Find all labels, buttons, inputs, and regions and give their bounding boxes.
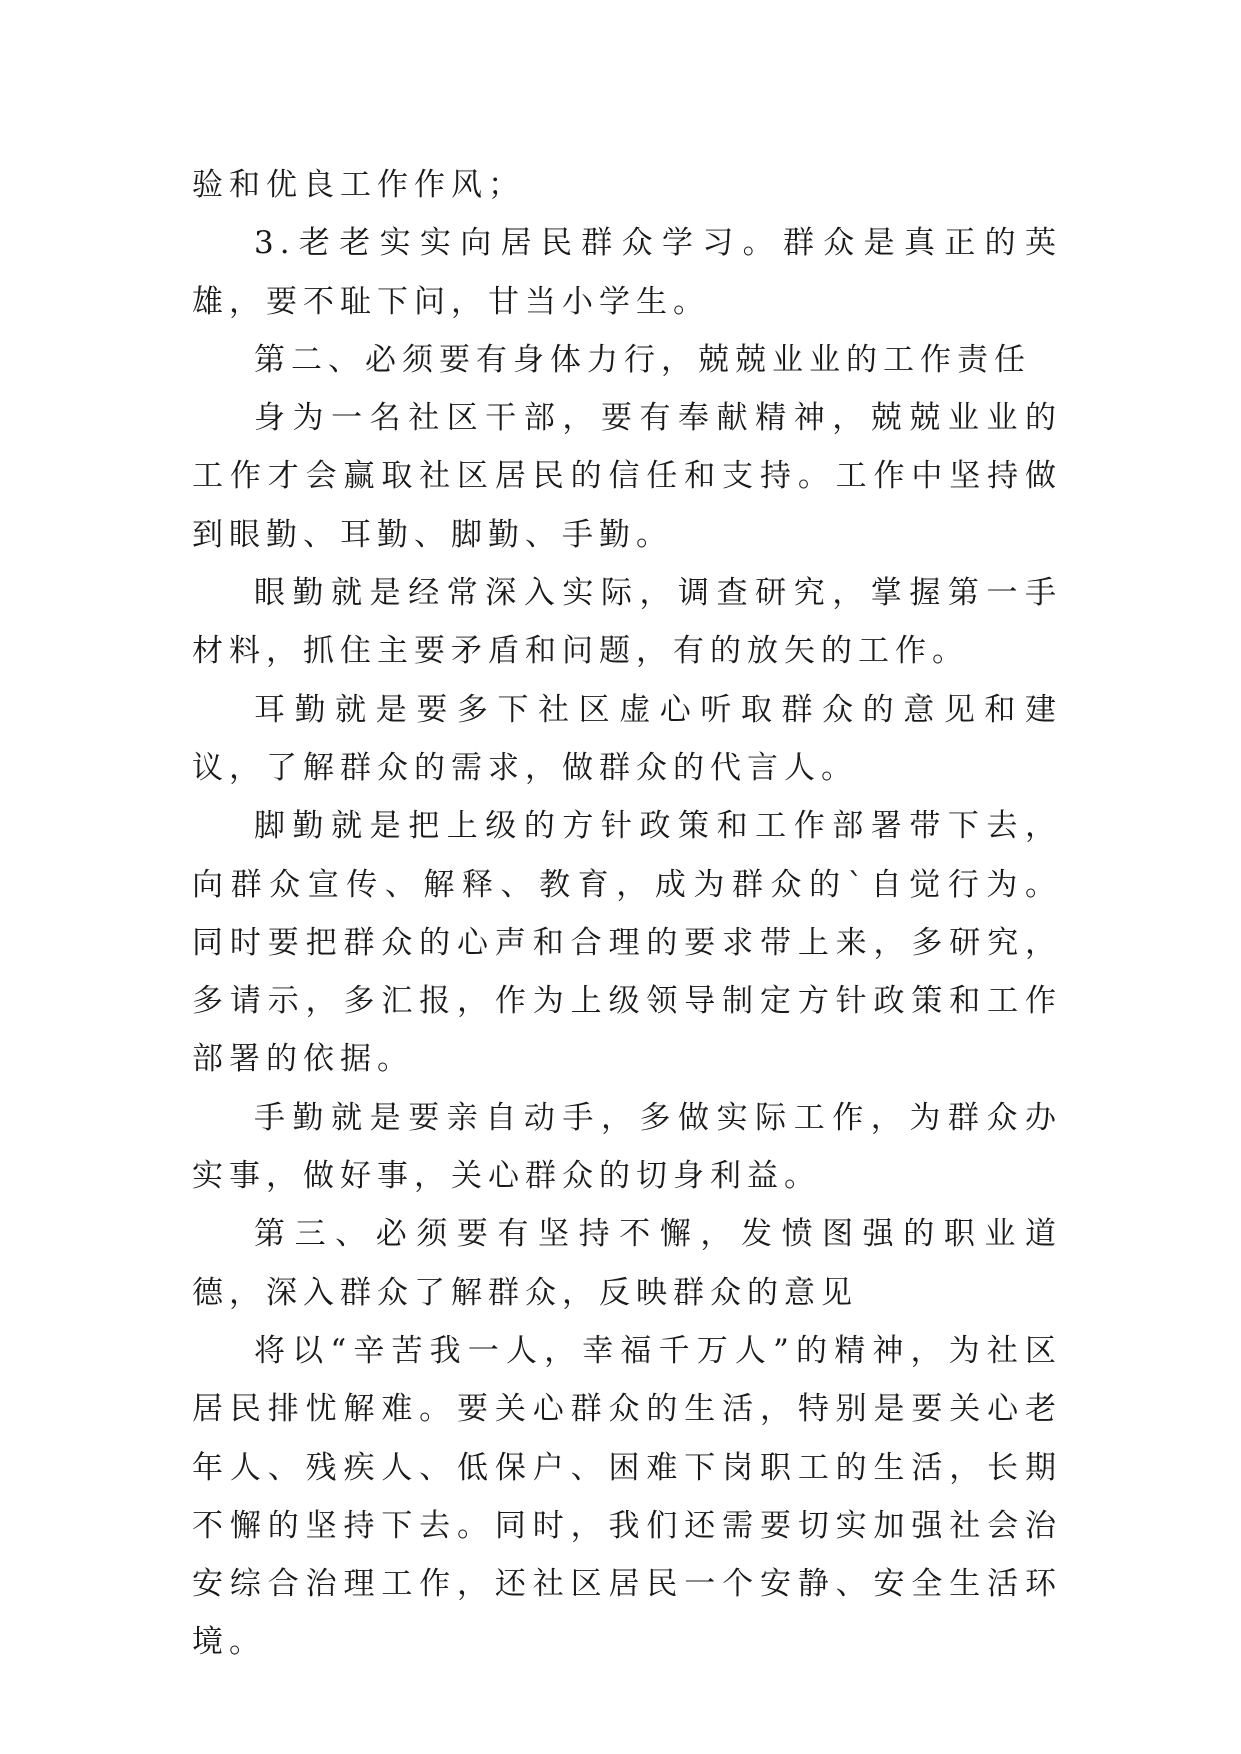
paragraph-4: 眼勤就是经常深入实际，调查研究，掌握第一手材料，抓住主要矛盾和问题，有的放矢的工作。 — [192, 575, 1062, 670]
section-heading-3: 第三、必须要有坚持不懈，发愤图强的职业道德，深入群众了解群众，反映群众的意见 — [192, 1216, 1062, 1311]
section-heading-2: 第二、必须要有身体力行，兢兢业业的工作责任 — [254, 341, 1031, 378]
paragraph-7: 手勤就是要亲自动手，多做实际工作，为群众办实事，做好事，关心群众的切身利益。 — [192, 1099, 1062, 1195]
paragraph-2: 3.老老实实向居民群众学习。群众是真正的英雄，要不耻下问，甘当小学生。 — [192, 225, 1062, 320]
paragraph-8: 将以“辛苦我一人，幸福千万人”的精神，为社区居民排忧解难。要关心群众的生活，特别是要关心老年人、残疾人、低保户、困难下岗职工的生活，长期不懈的坚持下去。同时，我们还需要切实加强社会治安综合治理工作，还社区居民一个安静、安全生活环境。 — [192, 1332, 1062, 1661]
paragraph-3: 身为一名社区干部，要有奉献精神，兢兢业业的工作才会赢取社区居民的信任和支持。工作中坚持做到眼勤、耳勤、脚勤、手勤。 — [192, 400, 1062, 553]
document-body — [192, 156, 1062, 1672]
paragraph-1: 验和优良工作作风； — [192, 167, 525, 203]
paragraph-5: 耳勤就是要多下社区虚心听取群众的意见和建议，了解群众的需求，做群众的代言人。 — [192, 691, 1062, 786]
paragraph-6: 脚勤就是把上级的方针政策和工作部署带下去，向群众宣传、解释、教育，成为群众的`自觉行为。同时要把群众的心声和合理的要求带上来，多研究，多请示，多汇报，作为上级领导制定方针政策和工作部署的依据。 — [192, 808, 1062, 1078]
